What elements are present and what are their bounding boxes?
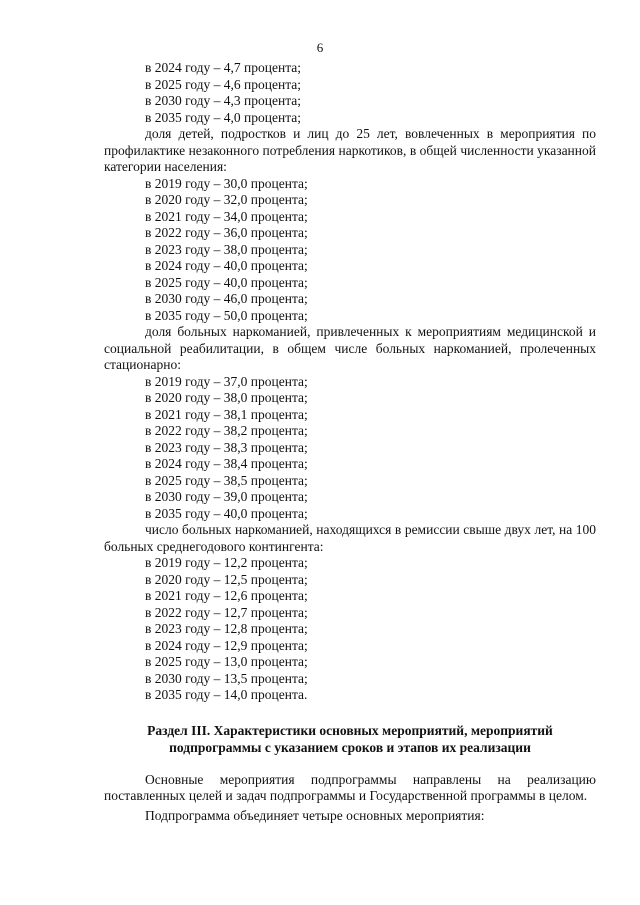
list-item: в 2024 году – 12,9 процента; bbox=[145, 637, 308, 653]
list-item: в 2020 году – 12,5 процента; bbox=[145, 571, 308, 587]
list-item: в 2024 году – 38,4 процента; bbox=[145, 456, 308, 471]
list-item: в 2023 году – 12,8 процента; bbox=[145, 621, 308, 636]
section-title-line: Раздел III. Характеристики основных мероприятий, мероприятий bbox=[147, 722, 553, 738]
list-item: в 2024 году – 4,7 процента; bbox=[145, 60, 302, 75]
list-item: в 2030 году – 13,5 процента; bbox=[145, 670, 308, 686]
list-item: в 2022 году – 12,7 процента; bbox=[145, 604, 308, 620]
section-title bbox=[104, 722, 596, 756]
list-item: в 2020 году – 32,0 процента; bbox=[145, 192, 308, 207]
list-item: в 2021 году – 38,1 процента; bbox=[145, 406, 308, 422]
section-title-line: подпрограммы с указанием сроков и этапов их реализации bbox=[169, 739, 531, 755]
list-item: в 2020 году – 38,0 процента; bbox=[145, 390, 308, 405]
list-item: в 2019 году – 12,2 процента; bbox=[145, 555, 308, 570]
list-item: в 2035 году – 4,0 процента; bbox=[145, 109, 302, 125]
list-item: в 2023 году – 38,3 процента; bbox=[145, 439, 308, 455]
section-paragraph: Подпрограмма объединяет четыре основных мероприятия: bbox=[145, 807, 485, 823]
list-item: в 2023 году – 38,0 процента; bbox=[145, 241, 308, 257]
page-number: 6 bbox=[316, 40, 324, 55]
indicator-youth-heading: доля детей, подростков и лиц до 25 лет, вовлеченных в мероприятия по профилактике незаконного потребления наркотиков, в общей численности указанной категории населения: bbox=[104, 126, 596, 174]
list-item: в 2022 году – 36,0 процента; bbox=[145, 225, 308, 240]
list-item: в 2030 году – 39,0 процента; bbox=[145, 489, 308, 504]
list-item: в 2021 году – 12,6 процента; bbox=[145, 588, 308, 603]
list-item: в 2035 году – 50,0 процента; bbox=[145, 307, 308, 323]
list-item: в 2025 году – 4,6 процента; bbox=[145, 76, 302, 92]
list-item: в 2030 году – 4,3 процента; bbox=[145, 93, 302, 108]
list-item: в 2021 году – 34,0 процента; bbox=[145, 208, 308, 224]
list-item: в 2019 году – 30,0 процента; bbox=[145, 175, 308, 191]
list-item: в 2025 году – 40,0 процента; bbox=[145, 274, 308, 290]
list-item: в 2030 году – 46,0 процента; bbox=[145, 291, 308, 306]
list-item: в 2025 году – 13,0 процента; bbox=[145, 654, 308, 669]
list-item: в 2035 году – 14,0 процента. bbox=[145, 687, 308, 702]
list-item: в 2024 году – 40,0 процента; bbox=[145, 258, 308, 273]
list-item: в 2019 году – 37,0 процента; bbox=[145, 373, 308, 389]
indicator-rehab-heading: доля больных наркоманией, привлеченных к мероприятиям медицинской и социальной реабилитации, в общем числе больных наркоманией, пролеченных стационарно: bbox=[104, 324, 596, 372]
document-body bbox=[104, 60, 596, 824]
indicator-remission-heading: число больных наркоманией, находящихся в ремиссии свыше двух лет, на 100 больных среднегодового контингента: bbox=[104, 522, 596, 554]
list-item: в 2025 году – 38,5 процента; bbox=[145, 472, 308, 488]
list-item: в 2022 году – 38,2 процента; bbox=[145, 423, 308, 438]
section-paragraph: Основные мероприятия подпрограммы направлены на реализацию поставленных целей и задач подпрограммы и Государственной программы в целом. bbox=[104, 771, 596, 803]
list-item: в 2035 году – 40,0 процента; bbox=[145, 505, 308, 521]
